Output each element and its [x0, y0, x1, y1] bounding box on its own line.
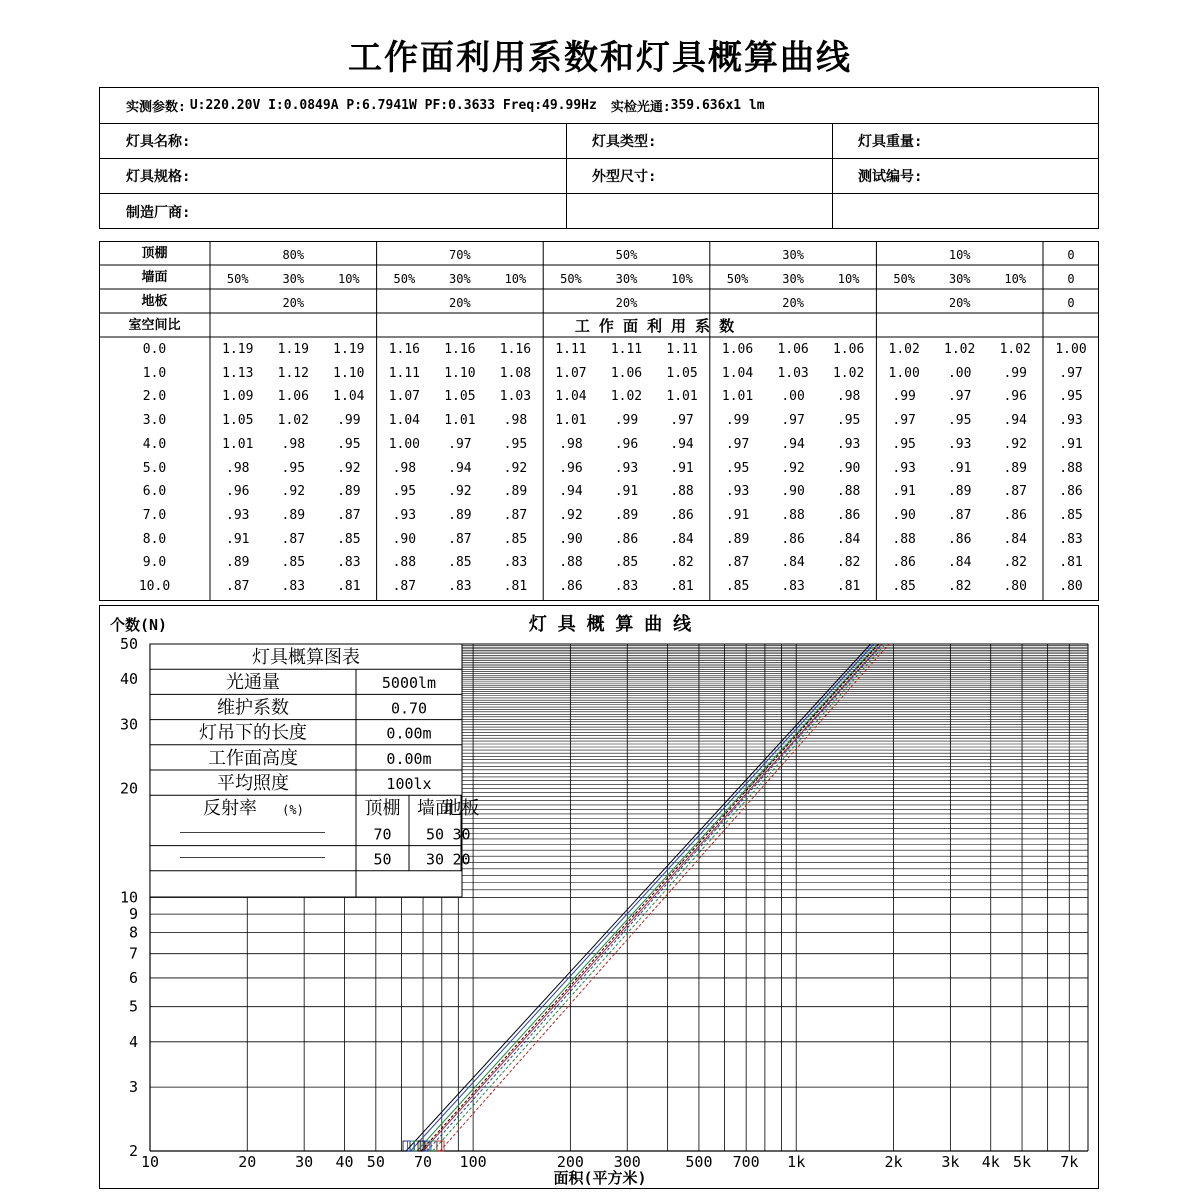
cu-cell: .83 — [281, 579, 306, 595]
rcr-value: 9.0 — [142, 555, 167, 571]
floor-value: 20% — [615, 296, 638, 310]
cu-cell: .97 — [670, 413, 694, 429]
cu-cell: .93 — [392, 507, 417, 523]
cu-cell: .86 — [559, 579, 583, 595]
reflectance-value: 30 — [452, 825, 471, 844]
measured-params — [100, 88, 765, 123]
x-tick-label: 70 — [414, 1153, 433, 1171]
manufacturer-cell: 制造厂商: — [126, 204, 191, 221]
cu-cell: .92 — [781, 460, 805, 476]
cu-cell: .94 — [781, 436, 805, 452]
cu-cell: .92 — [1003, 436, 1027, 452]
x-tick-label: 50 — [366, 1153, 385, 1171]
cu-cell: .89 — [947, 484, 972, 500]
cu-cell: 1.05 — [444, 389, 476, 405]
wall-label: 墙面 — [141, 270, 168, 285]
summary-label: 光通量 — [226, 672, 280, 694]
cu-cell: .83 — [448, 579, 472, 595]
cu-cell: .88 — [392, 555, 417, 571]
x-tick-label: 300 — [613, 1153, 641, 1171]
cu-cell: .87 — [448, 531, 472, 547]
floor-value: 20% — [449, 296, 471, 310]
cu-cell: 1.05 — [222, 413, 254, 429]
cu-cell: .82 — [670, 555, 694, 571]
cu-cell: 1.01 — [444, 413, 476, 429]
cu-cell: .93 — [614, 460, 639, 476]
flux-value: 359.636x1 lm — [670, 98, 765, 113]
cu-cell: 1.16 — [444, 342, 476, 357]
cu-cell: .85 — [725, 579, 750, 595]
cu-cell: .86 — [892, 555, 916, 571]
wall-value: 10% — [1004, 272, 1027, 286]
lamp-type-cell: 灯具类型: — [592, 134, 657, 150]
cu-cell: 1.03 — [777, 365, 809, 381]
cu-cell: 1.06 — [277, 389, 309, 405]
cu-cell: .84 — [836, 531, 861, 547]
cu-cell: .97 — [781, 413, 805, 429]
cu-cell: .85 — [614, 555, 639, 571]
estimation-chart — [99, 605, 1099, 1189]
wall-zero: 0 — [1067, 272, 1075, 286]
cu-cell: .84 — [947, 555, 972, 571]
cu-cell: .90 — [559, 531, 583, 547]
cu-cell: .92 — [503, 460, 528, 476]
cu-cell: .87 — [1003, 484, 1027, 500]
floor-value: 20% — [782, 296, 804, 310]
flux-label: 实检光通: — [610, 100, 671, 115]
cu-cell: 1.04 — [721, 365, 754, 381]
cu-cell: .96 — [226, 484, 250, 500]
rcr-value: 0.0 — [142, 342, 167, 357]
ceiling-zero: 0 — [1067, 248, 1075, 262]
cu-cell: .92 — [281, 484, 306, 500]
cu-cell: .86 — [1059, 484, 1083, 500]
cu-cell: 1.19 — [222, 342, 254, 357]
cu-cell: 1.01 — [222, 436, 254, 452]
cu-cell: 1.04 — [555, 389, 587, 405]
rcr-value: 8.0 — [142, 531, 167, 547]
cu-cell: .84 — [670, 531, 694, 547]
cu-cell: .83 — [1059, 531, 1083, 547]
x-tick-label: 200 — [556, 1153, 584, 1171]
cu-cell: .85 — [1059, 507, 1083, 523]
summary-title: 灯具概算图表 — [252, 647, 360, 668]
cu-cell: 1.00 — [888, 365, 920, 381]
rcr-value: 5.0 — [142, 460, 167, 476]
x-tick-label: 3k — [941, 1153, 960, 1171]
cu-cell: .93 — [947, 436, 972, 452]
floor-value: 20% — [948, 296, 971, 310]
cu-cell: 1.04 — [333, 389, 365, 405]
cu-cell: 1.02 — [999, 342, 1031, 357]
x-tick-label: 40 — [335, 1153, 354, 1171]
cu-cell: 1.05 — [666, 365, 698, 381]
cu-cell: .98 — [392, 460, 417, 476]
cu-cell: .87 — [725, 555, 750, 571]
cu-cell: .99 — [725, 413, 750, 429]
utilization-coefficient-table — [99, 241, 1099, 601]
cu-cell: .88 — [892, 531, 916, 547]
cu-cell: 1.07 — [388, 389, 421, 405]
cu-cell: .86 — [1003, 507, 1027, 523]
cu-cell: 1.01 — [721, 389, 754, 405]
cu-cell: .87 — [392, 579, 417, 595]
measured-values: U:220.20V I:0.0849A P:6.7941W PF:0.3633 Freq:49.99Hz — [189, 98, 597, 113]
cu-cell: 1.02 — [944, 342, 976, 357]
reflectance-value: 70 — [373, 825, 392, 844]
rcr-value: 1.0 — [142, 365, 167, 381]
cu-cell: .92 — [559, 507, 583, 523]
x-tick-label: 7k — [1060, 1153, 1079, 1171]
wall-value: 50% — [393, 272, 416, 286]
ceiling-value: 70% — [449, 248, 471, 262]
lamp-weight-cell: 灯具重量: — [858, 134, 923, 150]
cu-cell: 1.01 — [555, 413, 587, 429]
cu-cell: 1.02 — [888, 342, 920, 357]
summary-value: 0.00m — [386, 749, 432, 768]
cu-cell: .91 — [1059, 436, 1083, 452]
cu-cell: .00 — [947, 365, 972, 381]
cu-cell: 1.02 — [832, 365, 865, 381]
ceiling-label: 顶棚 — [141, 246, 168, 261]
cu-cell: .85 — [337, 531, 361, 547]
cu-cell: 1.19 — [333, 342, 365, 357]
cu-cell: .88 — [670, 484, 694, 500]
lamp-name-cell: 灯具名称: — [126, 134, 191, 150]
y-tick-label: 8 — [128, 923, 138, 942]
cu-cell: .97 — [1059, 365, 1083, 381]
cu-cell: .80 — [1003, 579, 1027, 595]
cu-cell: 1.01 — [666, 389, 698, 405]
cu-cell: .97 — [725, 436, 750, 452]
cu-cell: .95 — [281, 460, 306, 476]
cu-cell: .98 — [836, 389, 861, 405]
rcr-value: 2.0 — [142, 389, 167, 405]
wall-value: 30% — [615, 272, 638, 286]
info-row-measured — [100, 88, 1098, 124]
cu-cell: .97 — [947, 389, 972, 405]
y-tick-label: 3 — [128, 1078, 138, 1097]
cu-cell: .89 — [1003, 460, 1027, 476]
y-tick-label: 40 — [119, 670, 138, 689]
chart-title: 灯 具 概 算 曲 线 — [528, 614, 692, 635]
wall-value: 50% — [726, 272, 749, 286]
ceiling-value: 50% — [615, 248, 638, 262]
reflectance-value: 20 — [452, 850, 471, 869]
cu-cell: 1.06 — [777, 342, 809, 357]
cu-cell: .94 — [448, 460, 472, 476]
cu-cell: .95 — [337, 436, 361, 452]
y-tick-label: 9 — [128, 905, 138, 924]
rcr-value: 3.0 — [142, 413, 167, 429]
ceiling-value: 80% — [282, 248, 305, 262]
wall-value: 30% — [282, 272, 305, 286]
cu-cell: .81 — [1059, 555, 1083, 571]
cu-cell: .81 — [503, 579, 528, 595]
cu-cell: .84 — [1003, 531, 1027, 547]
cu-cell: 1.06 — [610, 365, 643, 381]
wall-value: 10% — [337, 272, 360, 286]
cu-cell: .87 — [281, 531, 306, 547]
cu-cell: .86 — [836, 507, 861, 523]
cu-cell: .98 — [503, 413, 528, 429]
measurement-info-table — [99, 87, 1099, 229]
summary-label: 维护系数 — [217, 697, 289, 719]
cu-cell: .95 — [892, 436, 916, 452]
x-tick-label: 700 — [732, 1153, 760, 1171]
x-tick-label: 500 — [685, 1153, 713, 1171]
x-tick-label: 20 — [238, 1153, 257, 1171]
cu-cell: 1.04 — [388, 413, 421, 429]
summary-value: 100lx — [386, 775, 432, 793]
summary-label: 工作面高度 — [208, 747, 298, 769]
info-row-maker — [100, 194, 1098, 229]
summary-label: 平均照度 — [217, 773, 289, 794]
cu-cell: .80 — [1059, 579, 1083, 595]
wall-value: 30% — [782, 272, 804, 286]
floor-label: 地板 — [141, 294, 168, 309]
estimation-chart-svg — [100, 606, 1100, 1190]
cu-cell: .88 — [781, 507, 805, 523]
cu-cell: .86 — [614, 531, 639, 547]
cu-cell: 1.00 — [388, 436, 421, 452]
reflectance-value: 30 — [425, 850, 445, 869]
y-tick-label: 4 — [128, 1032, 138, 1051]
cu-cell: .93 — [892, 460, 916, 476]
cu-cell: .94 — [670, 436, 694, 452]
cu-cell: .89 — [226, 555, 250, 571]
cu-cell: 1.11 — [555, 342, 587, 357]
cu-cell: .96 — [1003, 389, 1027, 405]
cu-cell: .99 — [614, 413, 639, 429]
rcr-value: 10.0 — [138, 579, 171, 595]
y-tick-label: 6 — [128, 968, 138, 987]
cu-cell: .88 — [836, 484, 861, 500]
y-tick-label: 5 — [128, 997, 138, 1016]
cu-cell: .88 — [1059, 460, 1083, 476]
cu-cell: 1.00 — [1055, 342, 1087, 357]
cu-cell: 1.16 — [388, 342, 421, 357]
cu-cell: .95 — [725, 460, 750, 476]
x-tick-label: 30 — [295, 1153, 314, 1171]
cu-cell: .00 — [781, 389, 805, 405]
cu-cell: .85 — [448, 555, 472, 571]
reflectance-head: 顶棚 — [364, 798, 401, 820]
cu-cell: .87 — [503, 507, 528, 523]
summary-value: 0.00m — [386, 724, 432, 743]
cu-cell: .81 — [337, 579, 361, 595]
wall-value: 50% — [226, 272, 249, 286]
cu-title: 工 作 面 利 用 系 数 — [574, 317, 735, 335]
cu-cell: .82 — [947, 579, 972, 595]
cu-cell: .95 — [1059, 389, 1083, 405]
y-axis-label: 个数(N) — [110, 616, 168, 634]
cu-cell: .92 — [448, 484, 472, 500]
x-tick-label: 2k — [884, 1153, 903, 1171]
measured-label: 实测参数: — [126, 100, 186, 115]
x-tick-label: 5k — [1013, 1153, 1032, 1171]
cu-cell: .91 — [614, 484, 639, 500]
cu-cell: .95 — [392, 484, 417, 500]
cu-cell: .86 — [947, 531, 972, 547]
cu-cell: .81 — [670, 579, 694, 595]
wall-value: 10% — [837, 272, 860, 286]
cu-cell: 1.09 — [222, 389, 254, 405]
cu-cell: .83 — [337, 555, 361, 571]
cu-cell: .99 — [1003, 365, 1027, 381]
floor-zero: 0 — [1067, 296, 1075, 310]
cu-cell: .90 — [781, 484, 805, 500]
cu-cell: 1.06 — [832, 342, 865, 357]
cu-cell: .85 — [892, 579, 916, 595]
cu-cell: 1.02 — [277, 413, 309, 429]
floor-value: 20% — [282, 296, 305, 310]
cu-cell: .99 — [337, 413, 361, 429]
reflectance-head: 墙面 — [417, 798, 453, 820]
summary-value: 5000lm — [381, 674, 437, 693]
x-tick-label: 10 — [140, 1153, 160, 1171]
ceiling-value: 10% — [948, 248, 971, 262]
y-tick-label: 10 — [119, 888, 138, 907]
cu-cell: .86 — [781, 531, 805, 547]
rcr-value: 4.0 — [142, 436, 167, 452]
cu-cell: .87 — [226, 579, 250, 595]
x-axis-label: 面积(平方米) — [553, 1169, 647, 1187]
cu-cell: .91 — [947, 460, 972, 476]
series-marker — [403, 1141, 410, 1151]
cu-cell: 1.13 — [222, 365, 254, 381]
cu-cell: .94 — [559, 484, 583, 500]
cu-cell: .86 — [670, 507, 694, 523]
rcr-value: 6.0 — [142, 484, 167, 500]
lamp-spec-cell: 灯具规格: — [126, 169, 191, 185]
y-tick-label: 50 — [119, 635, 138, 653]
cu-cell: .93 — [725, 484, 750, 500]
cu-cell: .92 — [337, 460, 361, 476]
cu-cell: 1.10 — [444, 365, 476, 381]
cu-cell: .97 — [892, 413, 916, 429]
cu-cell: .85 — [281, 555, 306, 571]
summary-value: 0.70 — [390, 699, 428, 718]
cu-cell: .98 — [226, 460, 250, 476]
cu-cell: .89 — [337, 484, 361, 500]
cu-cell: .93 — [836, 436, 861, 452]
test-number-cell: 测试编号: — [858, 169, 923, 185]
cu-cell: .97 — [448, 436, 472, 452]
cu-cell: .85 — [503, 531, 528, 547]
cu-cell: .91 — [892, 484, 916, 500]
cu-cell: 1.06 — [721, 342, 754, 357]
cu-cell: .87 — [337, 507, 361, 523]
cu-cell: .99 — [892, 389, 916, 405]
cu-cell: .82 — [1003, 555, 1027, 571]
reflectance-value: 50 — [425, 825, 445, 844]
cu-cell: .82 — [836, 555, 861, 571]
cu-cell: .95 — [836, 413, 861, 429]
reflectance-label: 反射率 — [203, 798, 257, 820]
cu-cell: .90 — [892, 507, 916, 523]
cu-cell: .91 — [226, 531, 250, 547]
y-tick-label: 20 — [119, 779, 138, 798]
cu-cell: 1.12 — [277, 365, 309, 381]
cu-cell: 1.11 — [666, 342, 698, 357]
info-row-spec — [100, 159, 1098, 194]
cu-cell: 1.02 — [610, 389, 643, 405]
cu-cell: 1.10 — [333, 365, 365, 381]
cu-cell: .95 — [503, 436, 528, 452]
reflectance-head: 地板 — [443, 798, 480, 820]
cu-cell: 1.16 — [499, 342, 532, 357]
cu-cell: .98 — [281, 436, 306, 452]
cu-cell: 1.03 — [499, 389, 532, 405]
cu-cell: .83 — [781, 579, 805, 595]
x-tick-label: 1k — [787, 1153, 806, 1171]
lamp-size-cell: 外型尺寸: — [592, 169, 657, 185]
cu-cell: .89 — [503, 484, 528, 500]
cu-cell: .95 — [947, 413, 972, 429]
cu-cell: .91 — [725, 507, 750, 523]
cu-cell: .84 — [781, 555, 805, 571]
y-tick-label: 2 — [128, 1142, 138, 1160]
cu-cell: 1.07 — [555, 365, 587, 381]
cu-cell: 1.08 — [499, 365, 532, 381]
y-tick-label: 30 — [119, 715, 138, 734]
x-tick-label: 4k — [981, 1153, 1000, 1171]
reflectance-unit: (%) — [282, 803, 304, 818]
cu-cell: .89 — [614, 507, 639, 523]
cu-cell: .87 — [947, 507, 972, 523]
cu-cell: 1.11 — [610, 342, 643, 357]
cu-cell: .88 — [559, 555, 583, 571]
page-title: 工作面利用系数和灯具概算曲线 — [348, 38, 852, 78]
cu-cell: .93 — [226, 507, 250, 523]
wall-value: 10% — [671, 272, 693, 286]
cu-cell: .98 — [559, 436, 583, 452]
y-tick-label: 7 — [128, 944, 138, 963]
ceiling-value: 30% — [782, 248, 804, 262]
rcr-label: 室空间比 — [128, 318, 181, 333]
wall-value: 30% — [948, 272, 971, 286]
summary-label: 灯吊下的长度 — [199, 722, 307, 744]
cu-cell: .89 — [281, 507, 306, 523]
cu-cell: .94 — [1003, 413, 1027, 429]
cu-cell: .91 — [670, 460, 694, 476]
cu-cell: .89 — [725, 531, 750, 547]
cu-cell: .83 — [503, 555, 528, 571]
cu-cell: 1.11 — [388, 365, 421, 381]
cu-cell: .96 — [614, 436, 639, 452]
cu-cell: .89 — [448, 507, 472, 523]
cu-cell: .90 — [836, 460, 861, 476]
wall-value: 30% — [449, 272, 471, 286]
wall-value: 50% — [560, 272, 582, 286]
cu-cell: .81 — [836, 579, 861, 595]
rcr-value: 7.0 — [142, 507, 167, 523]
cu-cell: .93 — [1059, 413, 1083, 429]
wall-value: 10% — [504, 272, 527, 286]
cu-cell: 1.19 — [277, 342, 309, 357]
info-row-name — [100, 124, 1098, 159]
cu-cell: .96 — [559, 460, 583, 476]
cu-cell: .83 — [614, 579, 639, 595]
reflectance-value: 50 — [373, 850, 392, 869]
cu-cell: .90 — [392, 531, 417, 547]
wall-value: 50% — [893, 272, 915, 286]
x-tick-label: 100 — [459, 1153, 487, 1171]
